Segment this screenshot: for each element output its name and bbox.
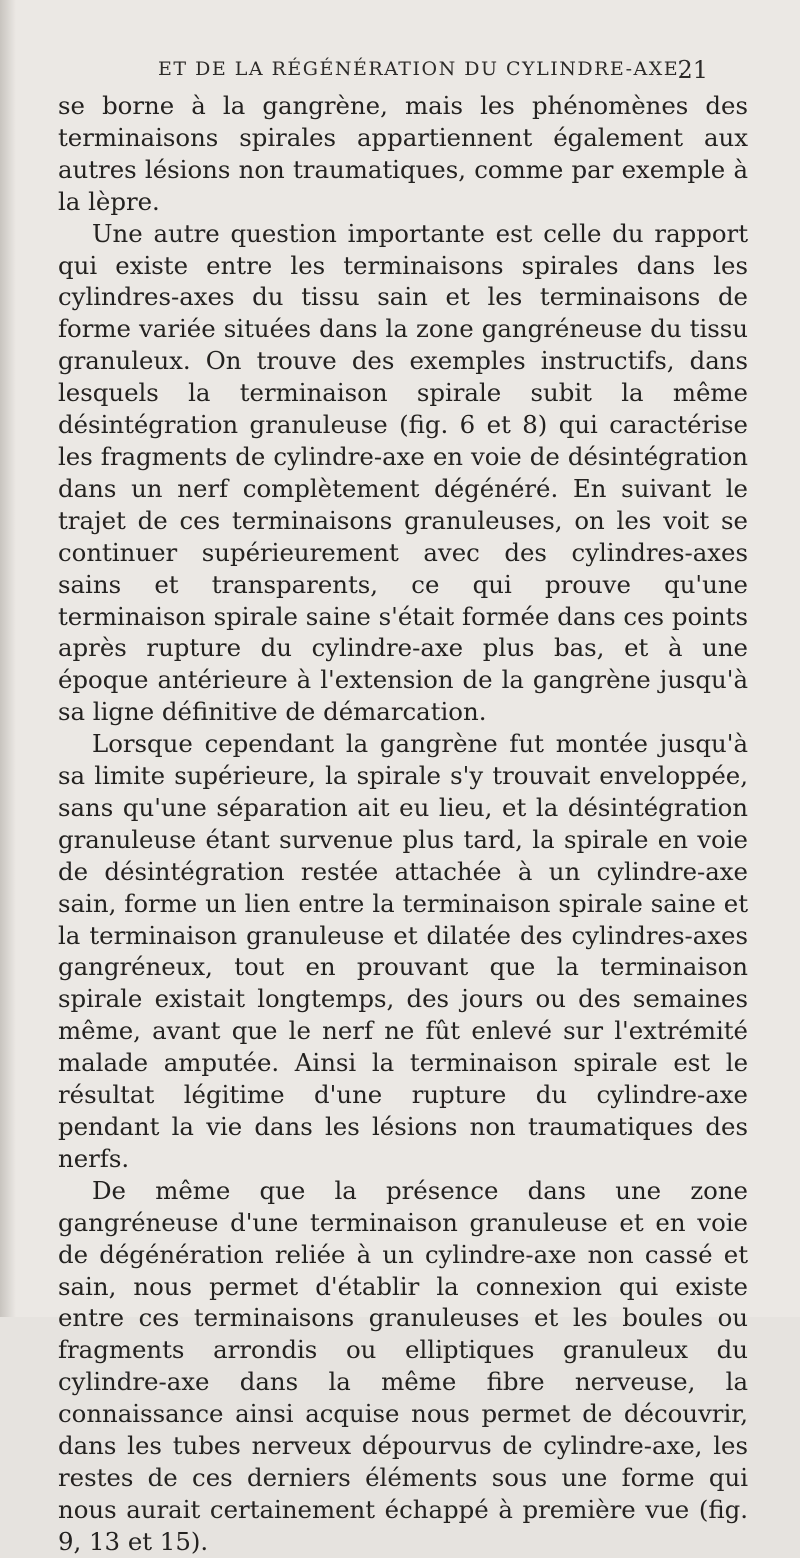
binding-shadow <box>0 0 16 1317</box>
paragraph: Une autre question importante est celle du rapport qui existe entre les terminaisons spirales dans les cylindres-axes du tissu sain et les terminaisons de forme variée situées dans la zone gangréneuse du tissu granuleux. On trouve des exemples instructifs, dans lesquels la terminaison spirale subit la même désintégration granuleuse (fig. 6 et 8) qui caractérise les fragments de cylindre-axe en voie de désintégration dans un nerf complètement dégénéré. En suivant le trajet de ces terminaisons granuleuses, on les voit se continuer supérieurement avec des cylindres-axes sains et transparents, ce qui prouve qu'une terminaison spirale saine s'était formée dans ces points après rupture du cylindre-axe plus bas, et à une époque antérieure à l'extension de la gangrène jusqu'à sa ligne définitive de démarcation. <box>58 218 748 727</box>
paragraph: Lorsque cependant la gangrène fut montée jusqu'à sa limite supérieure, la spirale s'y trouvait enveloppée, sans qu'une séparation ait eu lieu, et la désintégration granuleuse étant survenue plus tard, la spirale en voie de désintégration restée attachée à un cylindre-axe sain, forme un lien entre la terminaison spirale saine et la terminaison granuleuse et dilatée des cylindres-axes gangréneux, tout en prouvant que la terminaison spirale existait longtemps, des jours ou des semaines même, avant que le nerf ne fût enlevé sur l'extrémité malade amputée. Ainsi la terminaison spirale est le résultat légitime d'une rupture du cylindre-axe pendant la vie dans les lésions non traumatiques des nerfs. <box>58 729 748 1173</box>
page-header <box>158 58 708 92</box>
page-number: 21 <box>677 56 708 84</box>
running-title: ET DE LA RÉGÉNÉRATION DU CYLINDRE-AXE. <box>158 58 687 80</box>
paragraph: se borne à la gangrène, mais les phénomènes des terminaisons spirales appartiennent également aux autres lésions non traumatiques, comme par exemple à la lèpre. <box>58 91 748 216</box>
paragraph: De même que la présence dans une zone gangréneuse d'une terminaison granuleuse et en voie de dégénération reliée à un cylindre-axe non cassé et sain, nous permet d'établir la connexion qui existe entre ces terminaisons granuleuses et les boules ou fragments arrondis ou elliptiques granuleux du cylindre-axe dans la même fibre nerveuse, la connaissance ainsi acquise nous permet de découvrir, dans les tubes nerveux dépourvus de cylindre-axe, les restes de ces derniers éléments sous une forme qui nous aurait certainement échappé à première vue (fig. 9, 13 et 15). <box>58 1175 748 1556</box>
body-text <box>58 90 748 1558</box>
